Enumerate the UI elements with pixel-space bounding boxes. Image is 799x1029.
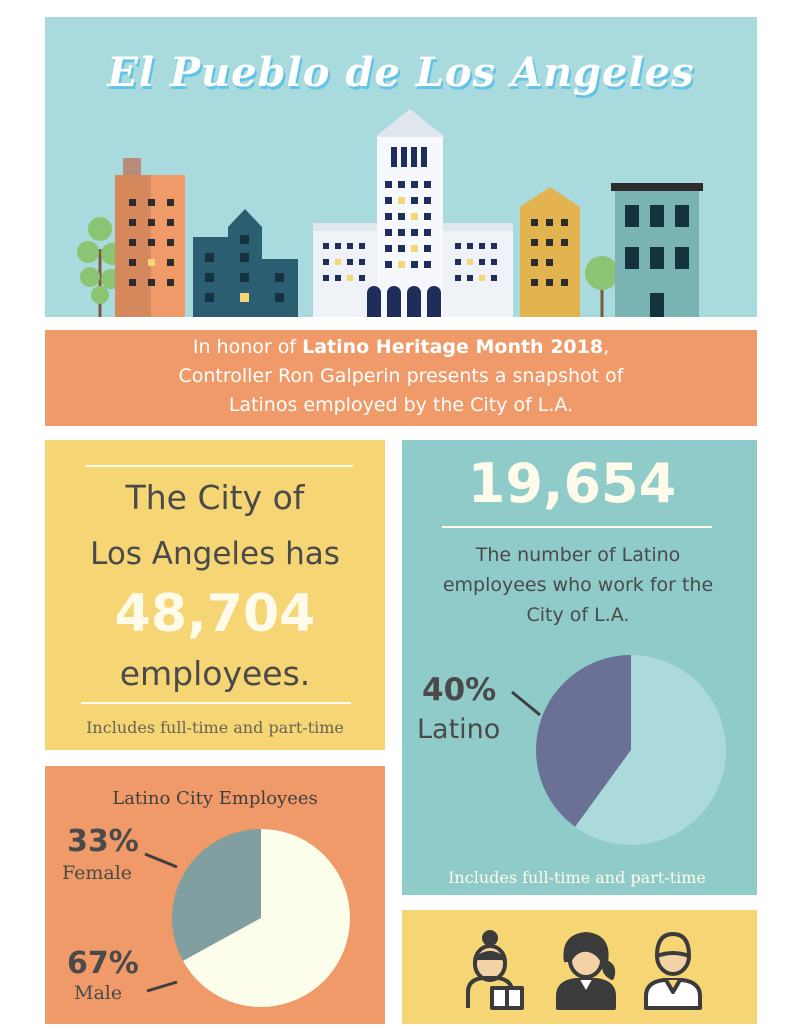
professions-icons-panel bbox=[402, 910, 757, 1024]
latino-desc-line: employees who work for the bbox=[442, 574, 714, 596]
divider bbox=[85, 465, 353, 467]
latino-employees-panel bbox=[402, 440, 757, 895]
male-percent-label: 67% bbox=[67, 946, 139, 981]
intro-highlight: Latino Heritage Month 2018 bbox=[302, 336, 604, 358]
total-line-3: employees. bbox=[119, 654, 311, 693]
total-employees-panel bbox=[45, 440, 385, 750]
total-employees-number: 48,704 bbox=[114, 584, 316, 644]
latino-slice-label: Latino bbox=[417, 714, 501, 745]
total-line-1: The City of bbox=[125, 478, 305, 517]
hero-title: El Pueblo de Los Angeles bbox=[107, 49, 695, 96]
latino-desc-line: The number of Latino bbox=[475, 544, 681, 566]
intro-line-1 bbox=[45, 333, 757, 362]
teacher-icon bbox=[462, 928, 534, 1010]
businesswoman-icon bbox=[552, 928, 620, 1010]
latino-percent-label: 40% bbox=[422, 672, 497, 708]
divider bbox=[81, 702, 351, 704]
latino-desc-line: City of L.A. bbox=[526, 604, 630, 626]
latino-leader-line bbox=[512, 692, 540, 715]
total-note: Includes full-time and part-time bbox=[86, 718, 344, 737]
female-percent-label: 33% bbox=[67, 824, 139, 859]
male-slice-label: Male bbox=[74, 982, 123, 1004]
intro-text: In honor of bbox=[192, 336, 303, 358]
latino-pie-chart bbox=[402, 440, 757, 895]
intro-line-3: Latinos employed by the City of L.A. bbox=[228, 394, 574, 416]
intro-text: , bbox=[603, 336, 610, 358]
female-slice-label: Female bbox=[62, 862, 133, 884]
total-line-2: Los Angeles has bbox=[90, 536, 340, 572]
city-skyline-illustration bbox=[45, 17, 757, 317]
hero-banner bbox=[45, 17, 757, 317]
gender-panel-title: Latino City Employees bbox=[112, 788, 318, 809]
gender-panel bbox=[45, 766, 385, 1024]
intro-line-2: Controller Ron Galperin presents a snapshot of bbox=[178, 365, 624, 387]
doctor-icon bbox=[640, 928, 706, 1010]
intro-banner bbox=[45, 330, 757, 426]
latino-note: Includes full-time and part-time bbox=[448, 868, 706, 887]
latino-employees-number: 19,654 bbox=[467, 452, 677, 515]
